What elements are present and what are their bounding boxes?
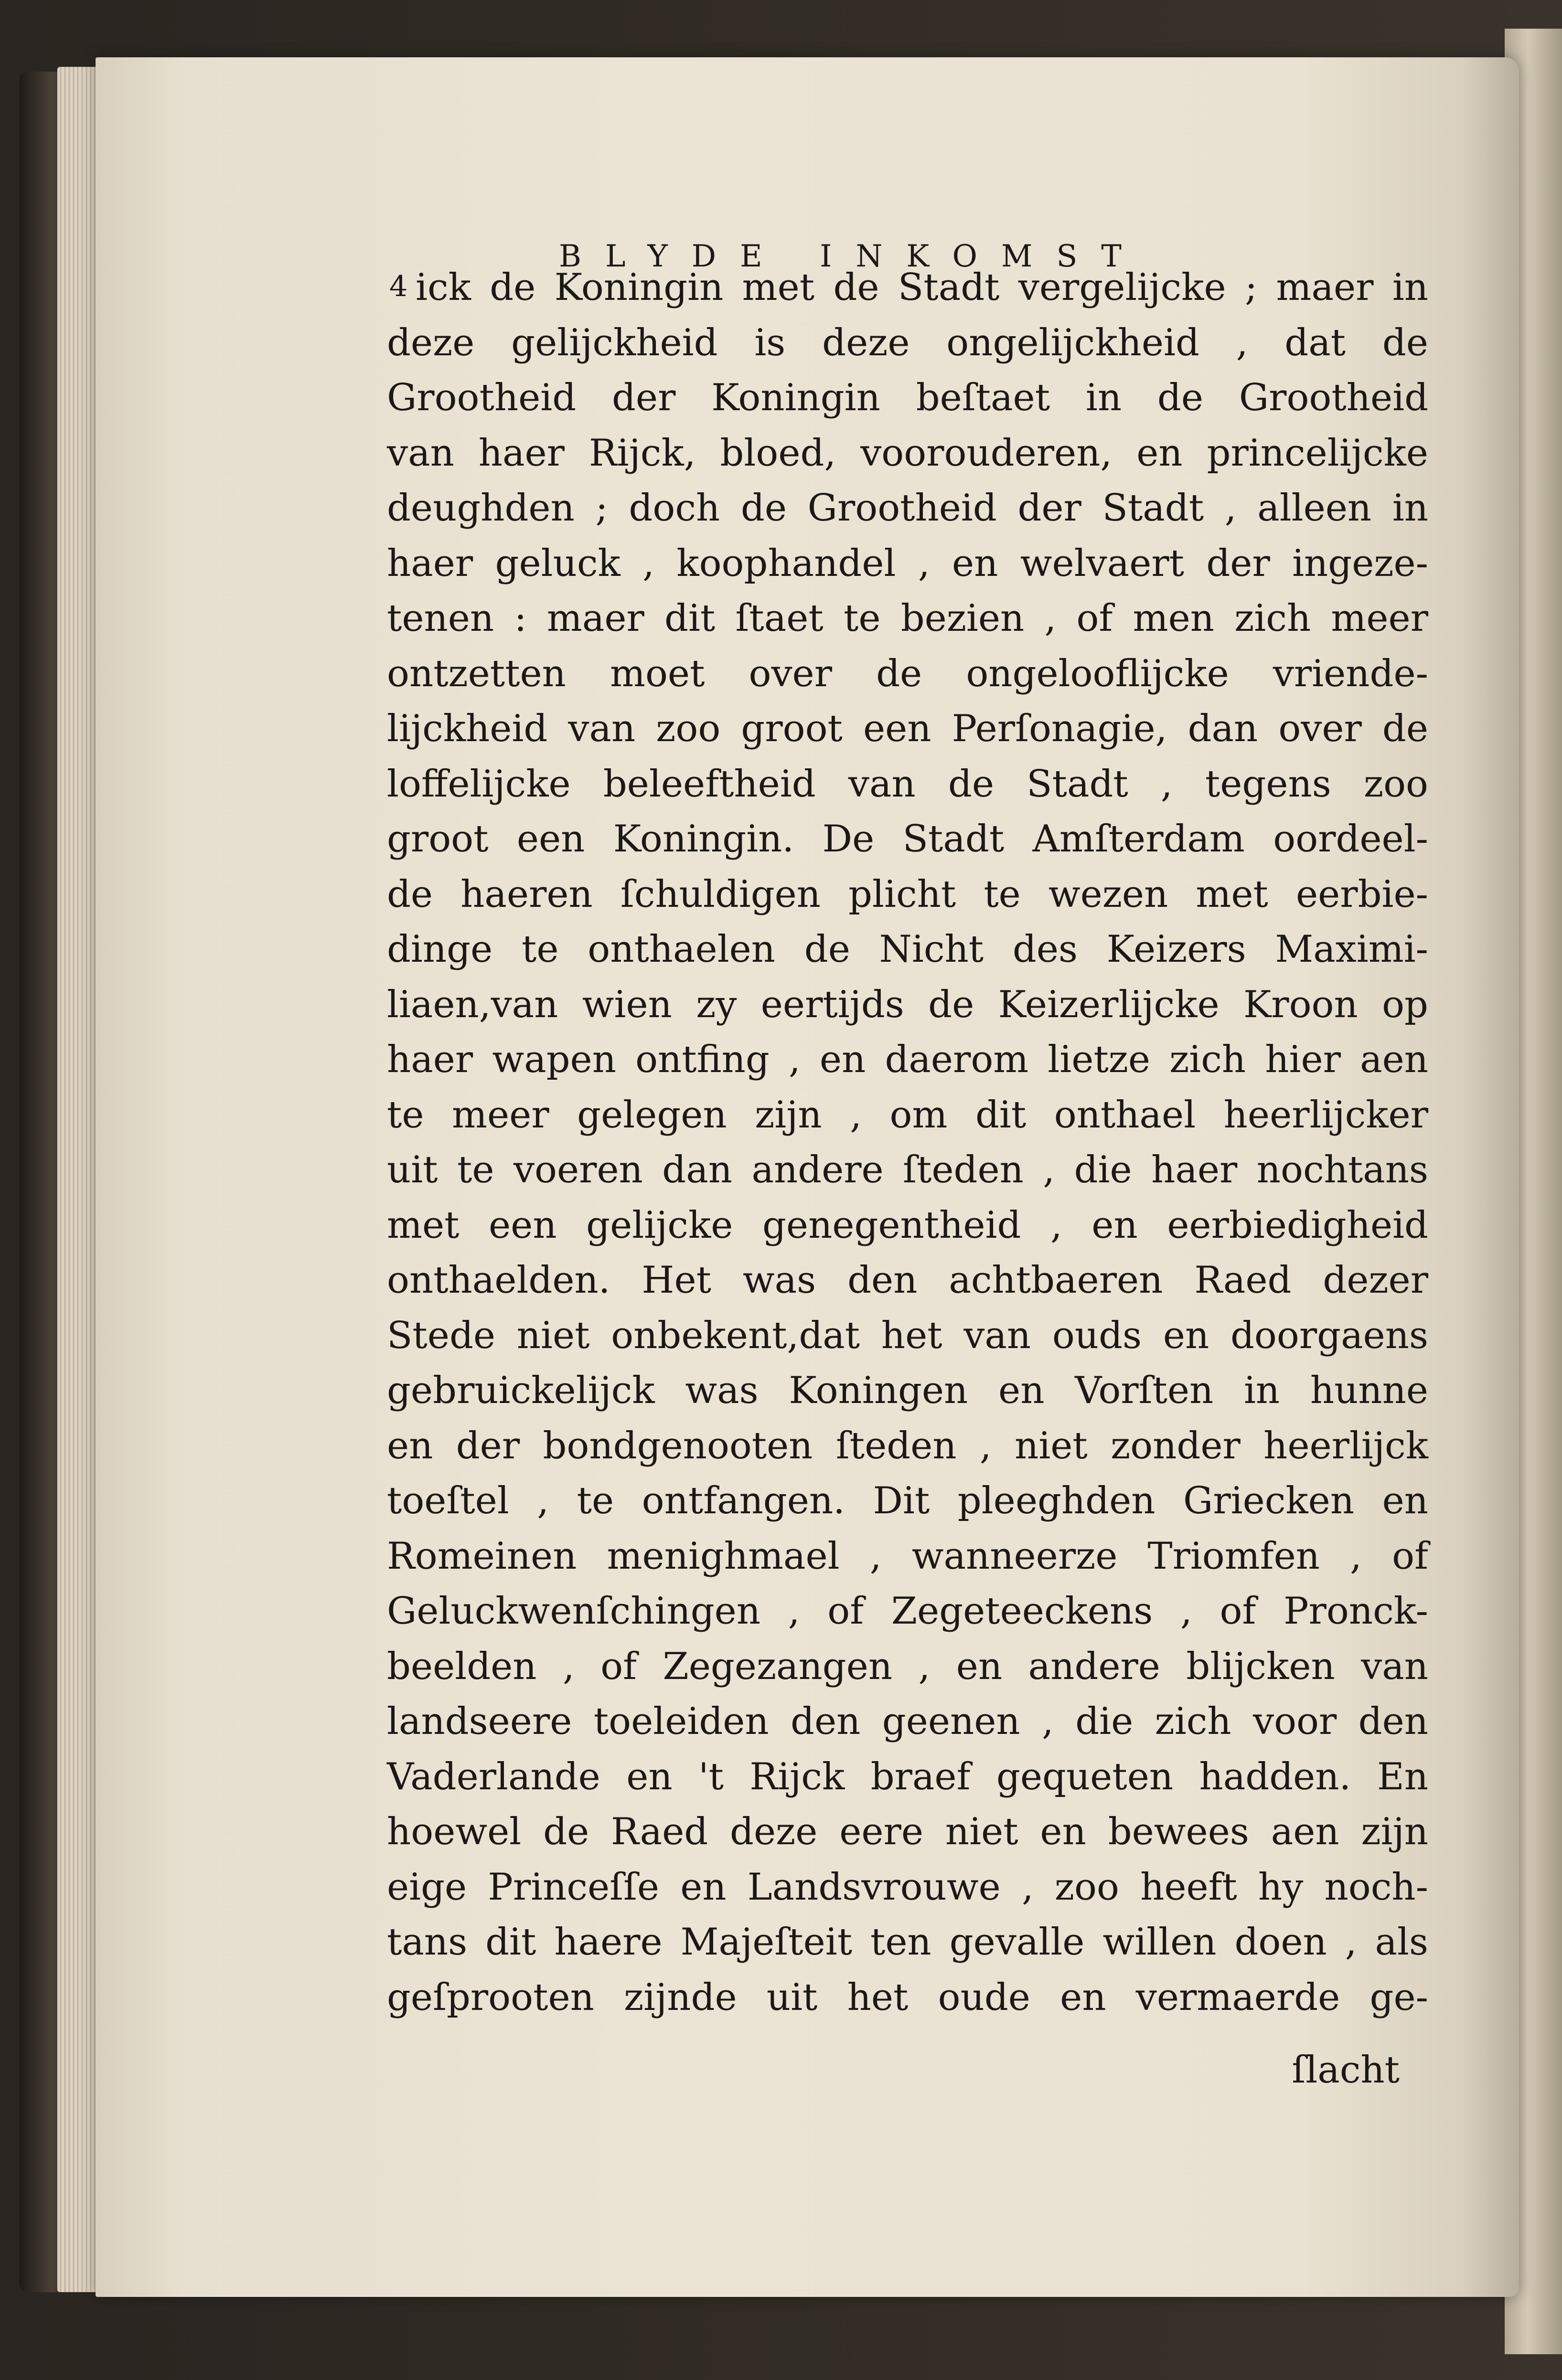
text-line: groot een Koningin. De Stadt Amſterdam oordeel- (387, 818, 1428, 861)
text-line: liaen,van wien zy eertijds de Keizerlijcke Kroon op (387, 983, 1428, 1026)
text-line: te meer gelegen zijn , om dit onthael heerlijcker (387, 1093, 1428, 1137)
text-line: en der bondgenooten ſteden , niet zonder heerlijck (387, 1424, 1428, 1467)
text-line: Geluckwenſchingen , of Zegeteeckens , of Pronck- (387, 1590, 1428, 1633)
text-line: loffelijcke beleeftheid van de Stadt , tegens zoo (387, 762, 1428, 806)
text-line: met een gelijcke genegentheid , en eerbiedigheid (387, 1203, 1428, 1247)
page-number: 4 (389, 270, 408, 303)
text-line: toeſtel , te ontfangen. Dit pleeghden Griecken en (387, 1479, 1428, 1522)
text-line: gebruickelijck was Koningen en Vorſten in hunne (387, 1369, 1428, 1412)
text-line: geſprooten zijnde uit het oude en vermaerde ge- (387, 1976, 1428, 2019)
text-line: deughden ; doch de Grootheid der Stadt , alleen in (387, 487, 1428, 530)
text-line: haer wapen ontfing , en daerom lietze zich hier aen (387, 1038, 1428, 1081)
text-line: Stede niet onbekent,dat het van ouds en doorgaens (387, 1314, 1428, 1357)
body-text (387, 260, 1428, 2025)
text-line: tenen : maer dit ſtaet te bezien , of men zich meer (387, 597, 1428, 640)
text-line: eige Princeſſe en Landsvrouwe , zoo heeft hy noch- (387, 1865, 1428, 1909)
text-line: ick de Koningin met de Stadt vergelijcke ; maer in (416, 266, 1428, 309)
text-line: Romeinen menighmael , wanneerze Triomfen , of (387, 1534, 1428, 1578)
text-line: de haeren ſchuldigen plicht te wezen met eerbie- (387, 872, 1428, 916)
text-line: Vaderlande en 't Rijck braef gequeten hadden. En (387, 1755, 1428, 1798)
text-line: beelden , of Zegezangen , en andere blijcken van (387, 1645, 1428, 1688)
text-line: dinge te onthaelen de Nicht des Keizers Maximi- (387, 928, 1428, 971)
text-line: landseere toeleiden den geenen , die zich voor den (387, 1700, 1428, 1743)
text-line: deze gelijckheid is deze ongelijckheid , dat de (387, 321, 1428, 364)
text-line: haer geluck , koophandel , en welvaert der ingeze- (387, 542, 1428, 585)
text-line: Grootheid der Koningin beſtaet in de Grootheid (387, 376, 1428, 419)
running-head: BLYDE INKOMST (559, 239, 1145, 274)
text-line: uit te voeren dan andere ſteden , die haer nochtans (387, 1148, 1428, 1191)
text-line: van haer Rijck, bloed, voorouderen, en princelijcke (387, 431, 1428, 475)
text-line: lijckheid van zoo groot een Perſonagie, dan over de (387, 707, 1428, 750)
text-line: tans dit haere Majeſteit ten gevalle willen doen , als (387, 1921, 1428, 1964)
catchword: ſlacht (1292, 2049, 1400, 2092)
text-line: hoewel de Raed deze eere niet en bewees aen zijn (387, 1810, 1428, 1853)
text-line: onthaelden. Het was den achtbaeren Raed dezer (387, 1259, 1428, 1302)
text-line: ontzetten moet over de ongelooflijcke vriende- (387, 652, 1428, 695)
